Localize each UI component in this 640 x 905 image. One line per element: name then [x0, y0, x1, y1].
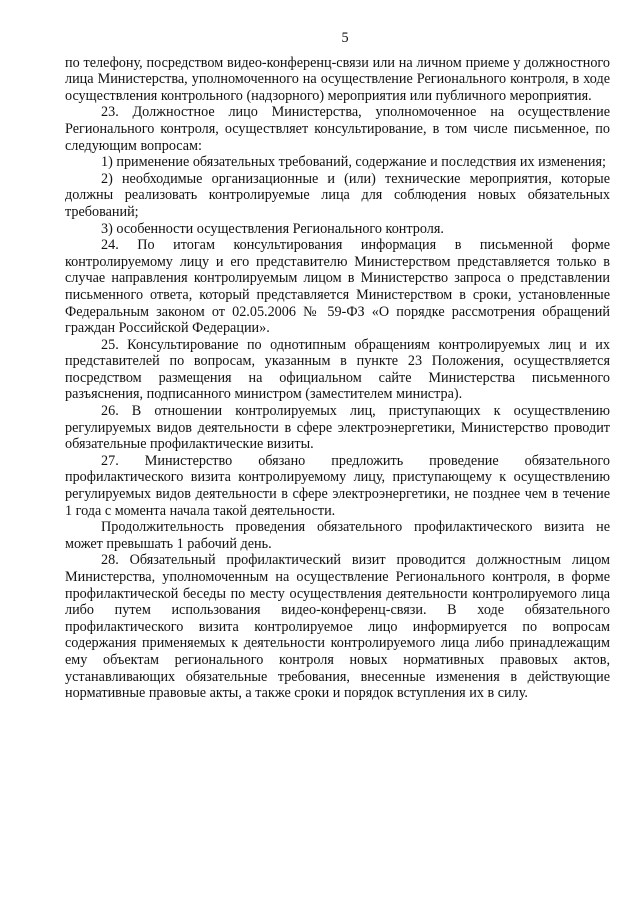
- paragraph: 27. Министерство обязано предложить проведение обязательного профилактического визита контролируемому лицу, приступающему к осуществлению регулируемых видов деятельности в сфере электроэнергетики, не позднее чем в течение 1 года с момента начала такой деятельности.: [65, 452, 610, 519]
- paragraph: 25. Консультирование по однотипным обращениям контролируемых лиц и их представителей по вопросам, указанным в пункте 23 Положения, осуществляется посредством размещения на официальном сайте Министерства письменного разъяснения, подписанного министром (заместителем министра).: [65, 336, 610, 403]
- paragraph: 28. Обязательный профилактический визит проводится должностным лицом Министерства, уполномоченным на осуществление Регионального контроля, в форме профилактической беседы по месту осуществления деятельности контролируемого лица либо путем использования видео-конференц-связи. В ходе обязательного профилактического визита контролируемое лицо информируется по вопросам содержания применяемых к деятельности контролируемого лица либо принадлежащим ему объектам регионального контроля новых нормативных правовых актов, устанавливающих обязательные требования, внесенные изменения в действующие нормативные правовые акты, а также сроки и порядок вступления их в силу.: [65, 552, 610, 702]
- document-body: [65, 55, 610, 702]
- page-number: 5: [341, 30, 349, 46]
- paragraph: 24. По итогам консультирования информация в письменной форме контролируемому лицу и его представителю Министерством представляется только в случае направления контролируемым лицом в Министерство запроса о представлении письменного ответа, который представляется Министерством в сроки, установленные Федеральным законом от 02.05.2006 № 59-ФЗ «О порядке рассмотрения обращений граждан Российской Федерации».: [65, 237, 610, 337]
- paragraph: 26. В отношении контролируемых лиц, приступающих к осуществлению регулируемых видов деятельности в сфере электроэнергетики, Министерство проводит обязательные профилактические визиты.: [65, 403, 610, 453]
- paragraph: 1) применение обязательных требований, содержание и последствия их изменения;: [101, 154, 606, 171]
- paragraph: 2) необходимые организационные и (или) технические мероприятия, которые должны реализовать контролируемые лица для соблюдения новых обязательных требований;: [65, 170, 610, 220]
- paragraph: 23. Должностное лицо Министерства, уполномоченное на осуществление Регионального контроля, осуществляет консультирование, в том числе письменное, по следующим вопросам:: [65, 104, 610, 154]
- paragraph: 3) особенности осуществления Регионального контроля.: [101, 220, 444, 237]
- paragraph: по телефону, посредством видео-конференц-связи или на личном приеме у должностного лица Министерства, уполномоченного на осуществление Регионального контроля, в ходе осуществления контрольного (надзорного) мероприятия или публичного мероприятия.: [65, 54, 610, 104]
- paragraph: Продолжительность проведения обязательного профилактического визита не может превышать 1 рабочий день.: [65, 519, 610, 552]
